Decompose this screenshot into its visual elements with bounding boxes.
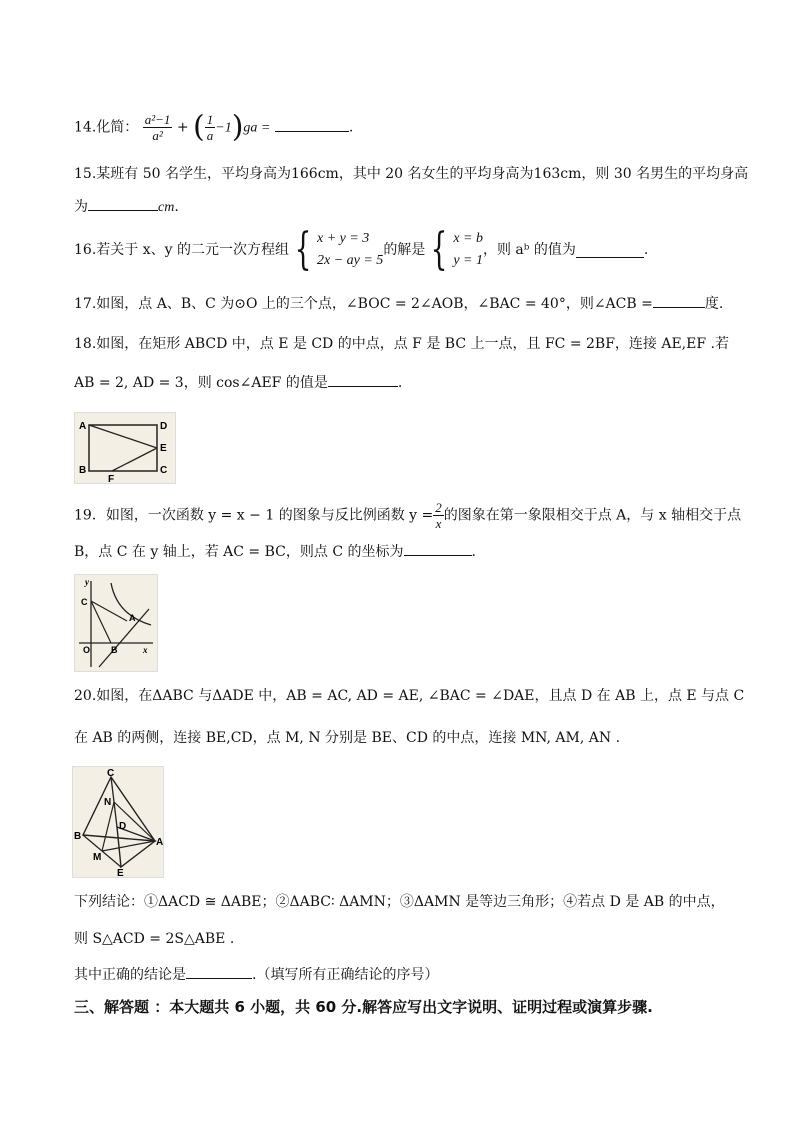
q19-line1: 19．如图，一次函数 y = x − 1 的图象与反比例函数 y = $\frac{2}{x}$ 的图象在第一象限相交于点 A，与 x 轴相交于点 xyxy=(74,500,742,531)
label-c: C xyxy=(81,597,88,607)
label-x: x xyxy=(143,645,148,655)
q14-end: . xyxy=(348,119,354,136)
label-a: A xyxy=(79,421,87,432)
q14-paren-left: ( xyxy=(193,109,205,145)
q16-answer-blank[interactable] xyxy=(576,243,644,258)
q18-line1: 18.如图，在矩形 ABCD 中，点 E 是 CD 的中点，点 F 是 BC 上一点，且 FC = 2BF，连接 AE,EF .若 xyxy=(74,336,729,352)
label-n: N xyxy=(104,797,112,808)
q19-line2: B，点 C 在 y 轴上，若 AC = BC，则点 C 的坐标为 . xyxy=(74,541,476,562)
q19-frac: $\frac{2}{x}$ xyxy=(435,500,442,531)
q14-line xyxy=(74,109,354,145)
q16-line: 16.若关于 x、y 的二元一次方程组 { x + y = 3 2x − ay = 5的解是 { x = b y = 1，则 aᵇ 的值为 . xyxy=(74,224,649,275)
q14-inner-frac: $\frac{1}{a}$ xyxy=(206,112,214,143)
label-c: C xyxy=(160,465,168,476)
figure-20-triangles xyxy=(72,766,164,878)
q18-answer-blank[interactable] xyxy=(328,372,398,387)
label-f: F xyxy=(108,474,115,483)
figure-19-graph xyxy=(74,574,158,672)
segment-cb xyxy=(91,601,111,643)
segment-ae xyxy=(89,425,157,448)
q14-tail: ga = xyxy=(243,120,271,136)
label-a: A xyxy=(129,613,136,623)
segment-am xyxy=(102,841,155,851)
q14-frac1: $\frac{\text{a²−1}}{\text{a²}}$ xyxy=(144,112,171,143)
conclusions-line1: 下列结论：①ΔACD ≅ ΔABE；②ΔABC∶ ΔAMN；③ΔAMN 是等边三角形；④若点 D 是 AB 的中点， xyxy=(74,894,725,910)
q20-line2: 在 AB 的两侧，连接 BE,CD，点 M, N 分别是 BE、CD 的中点，连接 MN, AM, AN . xyxy=(74,730,621,746)
figure-18-rectangle xyxy=(74,412,176,484)
q14-answer-blank[interactable] xyxy=(275,117,349,132)
q20-line1: 20.如图，在ΔABC 与ΔADE 中，AB = AC, AD = AE, ∠BAC = ∠DAE，且点 D 在 AB 上，点 E 与点 C xyxy=(74,688,745,704)
figure-18-svg xyxy=(75,413,175,483)
segment-mn xyxy=(102,802,114,851)
label-m: M xyxy=(93,852,102,863)
conclusions-line2: 则 S△ACD = 2S△ABE . xyxy=(74,931,235,947)
figure-19-svg xyxy=(75,575,157,671)
q15-line1: 15.某班有 50 名学生，平均身高为166cm，其中 20 名女生的平均身高为163cm，则 30 名男生的平均身高 xyxy=(74,166,749,182)
q16-system: x + y = 3 2x − ay = 5 xyxy=(316,231,384,268)
section-3-heading: 三、解答题 ：本大题共 6 小题，共 60 分.解答应写出文字说明、证明过程或演算步骤. xyxy=(74,998,653,1016)
q16-text: 16.若关于 x、y 的二元一次方程组 xyxy=(74,242,289,258)
q16-brace-2: { xyxy=(430,224,448,275)
conclusions-line3: 其中正确的结论是 .（填写所有正确结论的序号） xyxy=(74,964,438,985)
label-b: B xyxy=(79,465,87,476)
q14-plus: + xyxy=(176,119,189,136)
label-d: D xyxy=(119,821,127,832)
q17-line: 17.如图，点 A、B、C 为⊙O 上的三个点，∠BOC = 2∠AOB，∠BAC = 40°，则∠ACB = 度. xyxy=(74,293,723,314)
q15-answer-blank[interactable] xyxy=(88,196,158,211)
label-b: B xyxy=(111,645,118,655)
label-o: O xyxy=(83,645,91,655)
q18-line2: AB = 2, AD = 3，则 cos∠AEF 的值是 . xyxy=(74,372,402,393)
q15-line2: 为 cm. xyxy=(74,196,179,218)
label-c: C xyxy=(107,768,115,779)
q16-solution: x = b y = 1 xyxy=(453,231,483,268)
q16-brace-1: { xyxy=(294,224,312,275)
line-y-x-1 xyxy=(99,609,149,667)
label-e: E xyxy=(117,868,124,877)
label-y: y xyxy=(85,577,89,587)
q20-answer-blank[interactable] xyxy=(186,964,252,979)
label-b: B xyxy=(74,831,82,842)
label-d: D xyxy=(160,421,168,432)
segment-ef xyxy=(112,448,157,471)
figure-20-svg xyxy=(73,767,163,877)
rectangle-abcd xyxy=(89,425,157,471)
label-a: A xyxy=(156,837,163,848)
q14-label: 14.化简： xyxy=(74,119,139,136)
q14-paren-right: ) xyxy=(231,109,244,145)
q14-inner-rest: −1 xyxy=(215,120,232,136)
q17-answer-blank[interactable] xyxy=(653,293,705,308)
q19-answer-blank[interactable] xyxy=(404,541,472,556)
label-e: E xyxy=(160,443,167,454)
q15-unit: cm xyxy=(158,200,175,215)
